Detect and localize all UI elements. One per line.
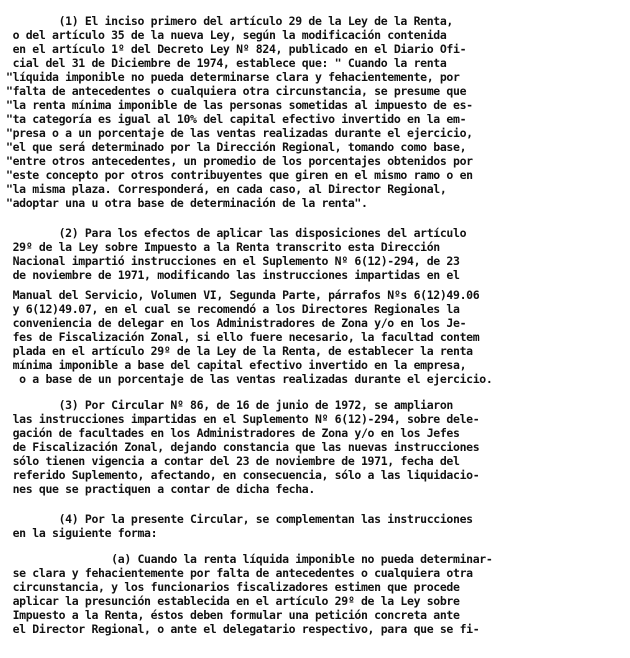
text-line: (2) Para los efectos de aplicar las disposiciones del artículo [6, 226, 467, 240]
text-line: "líquida imponible no pueda determinarse clara y fehacientemente, por [6, 70, 460, 84]
text-line: o a base de un porcentaje de las ventas realizadas durante el ejercicio. [6, 372, 493, 386]
text-line: plada en el artículo 29º de la Ley de la Renta, de establecer la renta [6, 344, 473, 358]
text-line: (3) Por Circular Nº 86, de 16 de junio de 1972, se ampliaron [6, 398, 454, 412]
text-line: "la renta mínima imponible de las personas sometidas al impuesto de es- [6, 98, 473, 112]
text-line: "el que será determinado por la Dirección Regional, tomando como base, [6, 140, 467, 154]
text-line: en el artículo 1º del Decreto Ley Nº 824, publicado en el Diario Ofi- [6, 42, 467, 56]
text-line: aplicar la presunción establecida en el artículo 29º de la Ley sobre [6, 594, 460, 608]
text-line: 29º de la Ley sobre Impuesto a la Renta transcrito esta Dirección [6, 240, 440, 254]
text-line: se clara y fehacientemente por falta de antecedentes o cualquiera otra [6, 566, 473, 580]
text-line: nes que se practiquen a contar de dicha fecha. [6, 482, 315, 496]
text-line: cial del 31 de Diciembre de 1974, establece que: " Cuando la renta [6, 56, 447, 70]
text-line: el Director Regional, o ante el delegatario respectivo, para que se fi- [6, 622, 480, 636]
text-line: "la misma plaza. Corresponderá, en cada caso, al Director Regional, [6, 182, 447, 196]
text-line: Nacional impartió instrucciones en el Suplemento Nº 6(12)-294, de 23 [6, 254, 460, 268]
text-line: gación de facultades en los Administradores de Zona y/o en los Jefes [6, 426, 460, 440]
text-line: (4) Por la presente Circular, se complementan las instrucciones [6, 512, 473, 526]
text-line: fes de Fiscalización Zonal, si ello fuere necesario, la facultad contem [6, 330, 480, 344]
text-line: (1) El inciso primero del artículo 29 de la Ley de la Renta, [6, 14, 454, 28]
text-line: circunstancia, y los funcionarios fiscalizadores estimen que procede [6, 580, 460, 594]
text-line: las instrucciones impartidas en el Suplemento Nº 6(12)-294, sobre dele- [6, 412, 480, 426]
text-line: o del artículo 35 de la nueva Ley, según la modificación contenida [6, 28, 447, 42]
text-line: "entre otros antecedentes, un promedio de los porcentajes obtenidos por [6, 154, 473, 168]
text-line: "presa o a un porcentaje de las ventas realizadas durante el ejercicio, [6, 126, 473, 140]
text-line: referido Suplemento, afectando, en consecuencia, sólo a las liquidacio- [6, 468, 480, 482]
text-line: de noviembre de 1971, modificando las instrucciones impartidas en el [6, 268, 460, 282]
text-line: Impuesto a la Renta, éstos deben formular una petición concreta ante [6, 608, 460, 622]
text-line: de Fiscalización Zonal, dejando constancia que las nuevas instrucciones [6, 440, 480, 454]
text-line: sólo tienen vigencia a contar del 23 de noviembre de 1971, fecha del [6, 454, 460, 468]
text-line: mínima imponible a base del capital efectivo invertido en la empresa, [6, 358, 467, 372]
text-line: Manual del Servicio, Volumen VI, Segunda Parte, párrafos Nºs 6(12)49.06 [6, 288, 480, 302]
text-line: "ta categoría es igual al 10% del capital efectivo invertido en la em- [6, 112, 467, 126]
text-line: "falta de antecedentes o cualquiera otra circunstancia, se presume que [6, 84, 467, 98]
text-line: y 6(12)49.07, en el cual se recomendó a los Directores Regionales la [6, 302, 460, 316]
text-line: en la siguiente forma: [6, 526, 158, 540]
text-line: conveniencia de delegar en los Administradores de Zona y/o en los Je- [6, 316, 467, 330]
text-line: "adoptar una u otra base de determinación de la renta". [6, 196, 368, 210]
text-line: (a) Cuando la renta líquida imponible no pueda determinar- [6, 552, 493, 566]
text-line: "este concepto por otros contribuyentes que giren en el mismo ramo o en [6, 168, 473, 182]
